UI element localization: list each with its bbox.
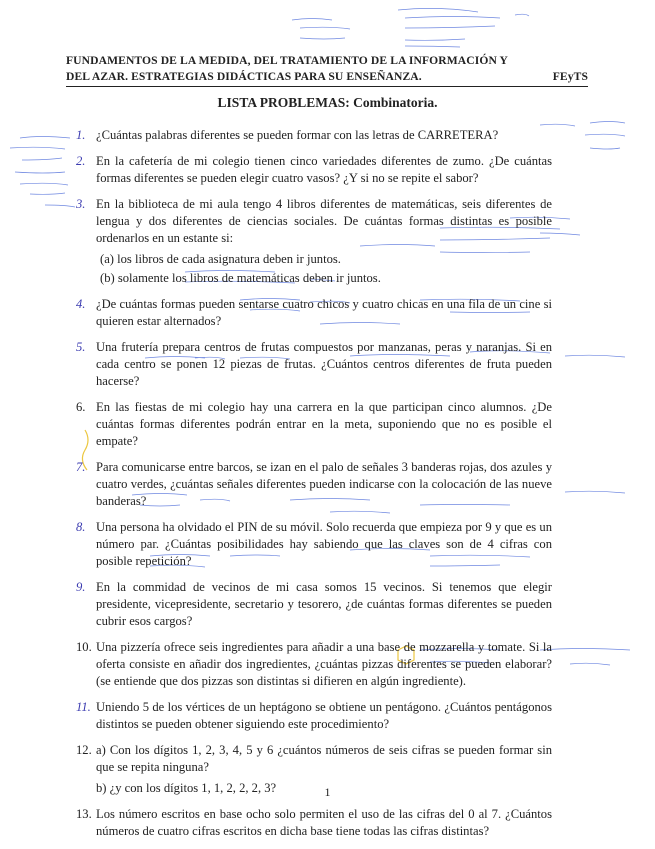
course-title-line2: DEL AZAR. ESTRATEGIAS DIDÁCTICAS PARA SU ENSEÑANZA. (66, 70, 422, 83)
problem-text: Una persona ha olvidado el PIN de su móvil. Solo recuerda que empieza por 9 y que es un número par. ¿Cuántas posibilidades hay sabiendo que las claves son de 4 cifras con posible repetición? (96, 520, 552, 568)
course-header (66, 53, 588, 87)
problem-number: 3. (76, 197, 86, 211)
problem-number: 6. (76, 400, 86, 414)
page-title: LISTA PROBLEMAS: Combinatoria. (217, 95, 438, 110)
problem-text: Una frutería prepara centros de frutas compuestos por manzanas, peras y naranjas. Si en cada centro se ponen 12 piezas de frutas. ¿Cuántos centros diferentes de fruta pueden hacerse? (96, 340, 552, 388)
problem-13 (76, 806, 552, 840)
problem-3-part-b: (b) solamente los libros de matemáticas deben ir juntos. (100, 271, 381, 285)
problem-text: En la cafetería de mi colegio tienen cinco variedades diferentes de zumo. ¿De cuántas formas diferentes se pueden elegir cuatro vasos? ¿Y si no se repite el sabor? (96, 154, 552, 185)
problem-number: 11. (76, 700, 91, 714)
problem-1 (76, 127, 552, 144)
problem-3-part-a: (a) los libros de cada asignatura deben ir juntos. (100, 252, 341, 266)
problem-number: 13. (76, 807, 92, 821)
problem-text: En las fiestas de mi colegio hay una carrera en la que participan cinco alumnos. ¿De cuántas formas diferentes podrán entrar en la meta, suponiendo que no es posible el empate? (96, 400, 552, 448)
problem-6 (76, 399, 552, 450)
problem-text: Uniendo 5 de los vértices de un heptágono se obtiene un pentágono. ¿Cuántos pentágonos distintos se pueden obtener siguiendo este procedimiento? (96, 700, 552, 731)
problem-7 (76, 459, 552, 510)
problem-number: 8. (76, 520, 86, 534)
problem-text: En la biblioteca de mi aula tengo 4 libros diferentes de matemáticas, seis diferentes de lengua y dos diferentes de ciencias sociales. De cuántas formas distintas es posible ordenarlos en un estante si: (96, 197, 552, 245)
problem-number: 9. (76, 580, 86, 594)
problem-9 (76, 579, 552, 630)
problem-4 (76, 296, 552, 330)
problem-number: 12. (76, 743, 92, 757)
problem-number: 5. (76, 340, 86, 354)
course-code: FEyTS (552, 70, 588, 83)
problem-3 (76, 196, 552, 287)
problem-list (76, 127, 552, 849)
problem-text: En la commidad de vecinos de mi casa somos 15 vecinos. Si tenemos que elegir presidente, vicepresidente, secretario y tesorero, ¿de cuántas formas diferentes se pueden cubrir esos cargos? (96, 580, 552, 628)
problem-text: ¿Cuántas palabras diferentes se pueden formar con las letras de CARRETERA? (96, 128, 499, 142)
problem-12-part-a: a) Con los dígitos 1, 2, 3, 4, 5 y 6 ¿cuántos números de seis cifras se pueden formar sin que se repita ninguna? (96, 743, 552, 774)
page-number: 1 (324, 785, 331, 799)
problem-5 (76, 339, 552, 390)
problem-10 (76, 639, 552, 690)
problem-text: Una pizzería ofrece seis ingredientes para añadir a una base de mozzarella y tomate. Si la oferta consiste en añadir dos ingredientes, ¿cuántas pizzas diferentes se pueden elaborar? (se entiende que dos pizzas son distintas si difieren en algún ingrediente). (96, 640, 552, 688)
course-title-line1: FUNDAMENTOS DE LA MEDIDA, DEL TRATAMIENTO DE LA INFORMACIÓN Y (66, 54, 508, 67)
problem-number: 2. (76, 154, 86, 168)
problem-text: Para comunicarse entre barcos, se izan en el palo de señales 3 banderas rojas, dos azules y cuatro verdes, ¿cuántas señales diferentes pueden indicarse con la colocación de las nueve banderas? (96, 460, 552, 508)
problem-number: 10. (76, 640, 92, 654)
problem-11 (76, 699, 552, 733)
problem-text: Los número escritos en base ocho solo permiten el uso de las cifras del 0 al 7. ¿Cuántos números de cuatro cifras escritos en dicha base tiene todas las cifras distintas? (96, 807, 552, 838)
problem-12-part-b: b) ¿y con los dígitos 1, 1, 2, 2, 2, 3? (96, 781, 277, 795)
problem-text: ¿De cuántas formas pueden sentarse cuatro chicos y cuatro chicas en una fila de un cine si quieren estar alternados? (96, 297, 552, 328)
problem-2 (76, 153, 552, 187)
problem-number: 1. (76, 128, 86, 142)
problem-8 (76, 519, 552, 570)
problem-number: 7. (76, 460, 86, 474)
problem-number: 4. (76, 297, 86, 311)
